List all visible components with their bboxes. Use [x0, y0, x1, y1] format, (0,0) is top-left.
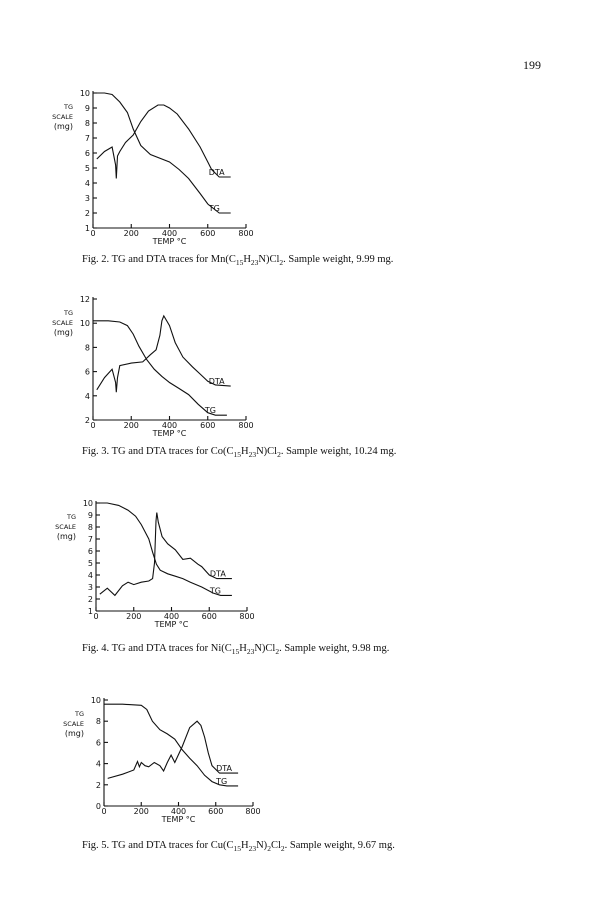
- series-label: DTA: [208, 168, 225, 177]
- y-axis-label: (mg): [53, 328, 73, 337]
- y-axis-label: TG: [74, 710, 84, 718]
- y-axis-label: TG: [63, 103, 73, 111]
- y-tick-label: 6: [87, 547, 93, 556]
- y-axis-label: SCALE: [52, 113, 73, 121]
- y-tick-label: 7: [87, 535, 93, 544]
- x-tick-label: 800: [245, 807, 261, 816]
- y-tick-label: 6: [84, 149, 90, 158]
- caption-suffix: . Sample weight, 9.67 mg.: [284, 840, 395, 851]
- y-tick-label: 7: [84, 134, 90, 143]
- y-tick-label: 8: [87, 523, 93, 532]
- x-tick-label: 400: [161, 229, 178, 238]
- series-label: DTA: [208, 377, 225, 387]
- x-tick-label: 200: [133, 807, 149, 816]
- x-tick-label: 0: [90, 229, 96, 238]
- y-tick-label: 0: [95, 802, 101, 811]
- x-tick-label: 600: [208, 807, 224, 816]
- y-tick-label: 3: [84, 194, 90, 203]
- y-tick-label: 8: [84, 343, 90, 353]
- caption-suffix: . Sample weight, 10.24 mg.: [280, 446, 397, 457]
- x-tick-label: 200: [123, 421, 139, 430]
- series-label: DTA: [216, 764, 233, 774]
- y-tick-label: 10: [82, 499, 93, 508]
- caption-formula: $Cu(C_{15}H_{23}N)_2Cl_2$: [210, 840, 285, 854]
- x-tick-label: 600: [200, 421, 216, 430]
- caption-prefix: Fig. 2. TG and DTA traces for: [82, 254, 211, 265]
- x-tick-label: 200: [123, 229, 139, 238]
- x-axis-label: TEMP °C: [161, 815, 196, 824]
- y-axis-label: SCALE: [55, 523, 76, 531]
- caption-prefix: Fig. 5. TG and DTA traces for: [82, 840, 211, 851]
- series-label: DTA: [209, 569, 226, 579]
- x-tick-label: 800: [238, 421, 254, 430]
- y-tick-label: 12: [79, 295, 90, 304]
- y-tick-label: 10: [79, 89, 90, 98]
- caption-prefix: Fig. 4. TG and DTA traces for: [82, 643, 211, 654]
- y-tick-label: 2: [84, 416, 90, 425]
- y-tick-label: 1: [87, 607, 93, 616]
- caption-formula: $Ni(C_{15}H_{23}N)Cl_2$: [210, 643, 280, 657]
- x-tick-label: 800: [238, 229, 254, 238]
- y-tick-label: 5: [87, 559, 93, 568]
- y-tick-label: 3: [87, 583, 93, 592]
- y-tick-label: 8: [84, 119, 90, 128]
- y-axis-label: SCALE: [63, 720, 84, 728]
- x-axis-label: TEMP °C: [152, 429, 187, 438]
- caption-formula: $Mn(C_{15}H_{23}N)Cl_2$: [210, 254, 284, 268]
- series-label: TG: [204, 406, 216, 416]
- y-tick-label: 4: [84, 391, 90, 401]
- caption-prefix: Fig. 3. TG and DTA traces for: [82, 446, 211, 457]
- y-axis-label: (mg): [56, 532, 76, 541]
- x-tick-label: 400: [163, 612, 180, 621]
- x-tick-label: 800: [239, 612, 255, 621]
- series-label: TG: [209, 586, 221, 596]
- x-tick-label: 200: [126, 612, 142, 621]
- x-axis-label: TEMP °C: [154, 620, 189, 629]
- x-tick-label: 0: [101, 807, 107, 816]
- y-tick-label: 4: [95, 759, 101, 769]
- y-tick-label: 8: [95, 717, 101, 727]
- y-tick-label: 2: [87, 595, 93, 604]
- y-axis-label: TG: [63, 309, 73, 317]
- y-tick-label: 4: [87, 571, 93, 580]
- series-label: TG: [208, 204, 220, 213]
- y-axis-label: (mg): [64, 729, 84, 738]
- y-tick-label: 10: [90, 696, 101, 705]
- x-tick-label: 0: [93, 612, 99, 621]
- y-axis-label: (mg): [53, 122, 73, 131]
- y-tick-label: 6: [84, 367, 90, 377]
- x-tick-label: 400: [170, 807, 187, 816]
- x-tick-label: 600: [200, 229, 216, 238]
- y-tick-label: 2: [84, 209, 90, 218]
- y-tick-label: 4: [84, 179, 90, 188]
- y-axis-label: SCALE: [52, 319, 73, 327]
- series-label: TG: [216, 776, 228, 786]
- y-tick-label: 2: [95, 780, 101, 790]
- x-axis-label: TEMP °C: [152, 237, 187, 246]
- x-tick-label: 0: [90, 421, 96, 430]
- caption-formula: $Co(C_{15}H_{23}N)Cl_2$: [210, 446, 281, 460]
- y-tick-label: 5: [84, 164, 90, 173]
- caption-suffix: . Sample weight, 9.99 mg.: [283, 254, 394, 265]
- x-tick-label: 600: [201, 612, 217, 621]
- y-tick-label: 6: [95, 738, 101, 748]
- y-tick-label: 9: [84, 104, 90, 113]
- caption-suffix: . Sample weight, 9.98 mg.: [279, 643, 390, 654]
- y-axis-label: TG: [66, 513, 76, 521]
- y-tick-label: 9: [87, 511, 93, 520]
- y-tick-label: 10: [79, 319, 90, 329]
- y-tick-label: 1: [84, 224, 90, 233]
- x-tick-label: 400: [161, 421, 178, 430]
- figure-5-caption: [82, 840, 582, 853]
- page-number: 199: [523, 58, 541, 72]
